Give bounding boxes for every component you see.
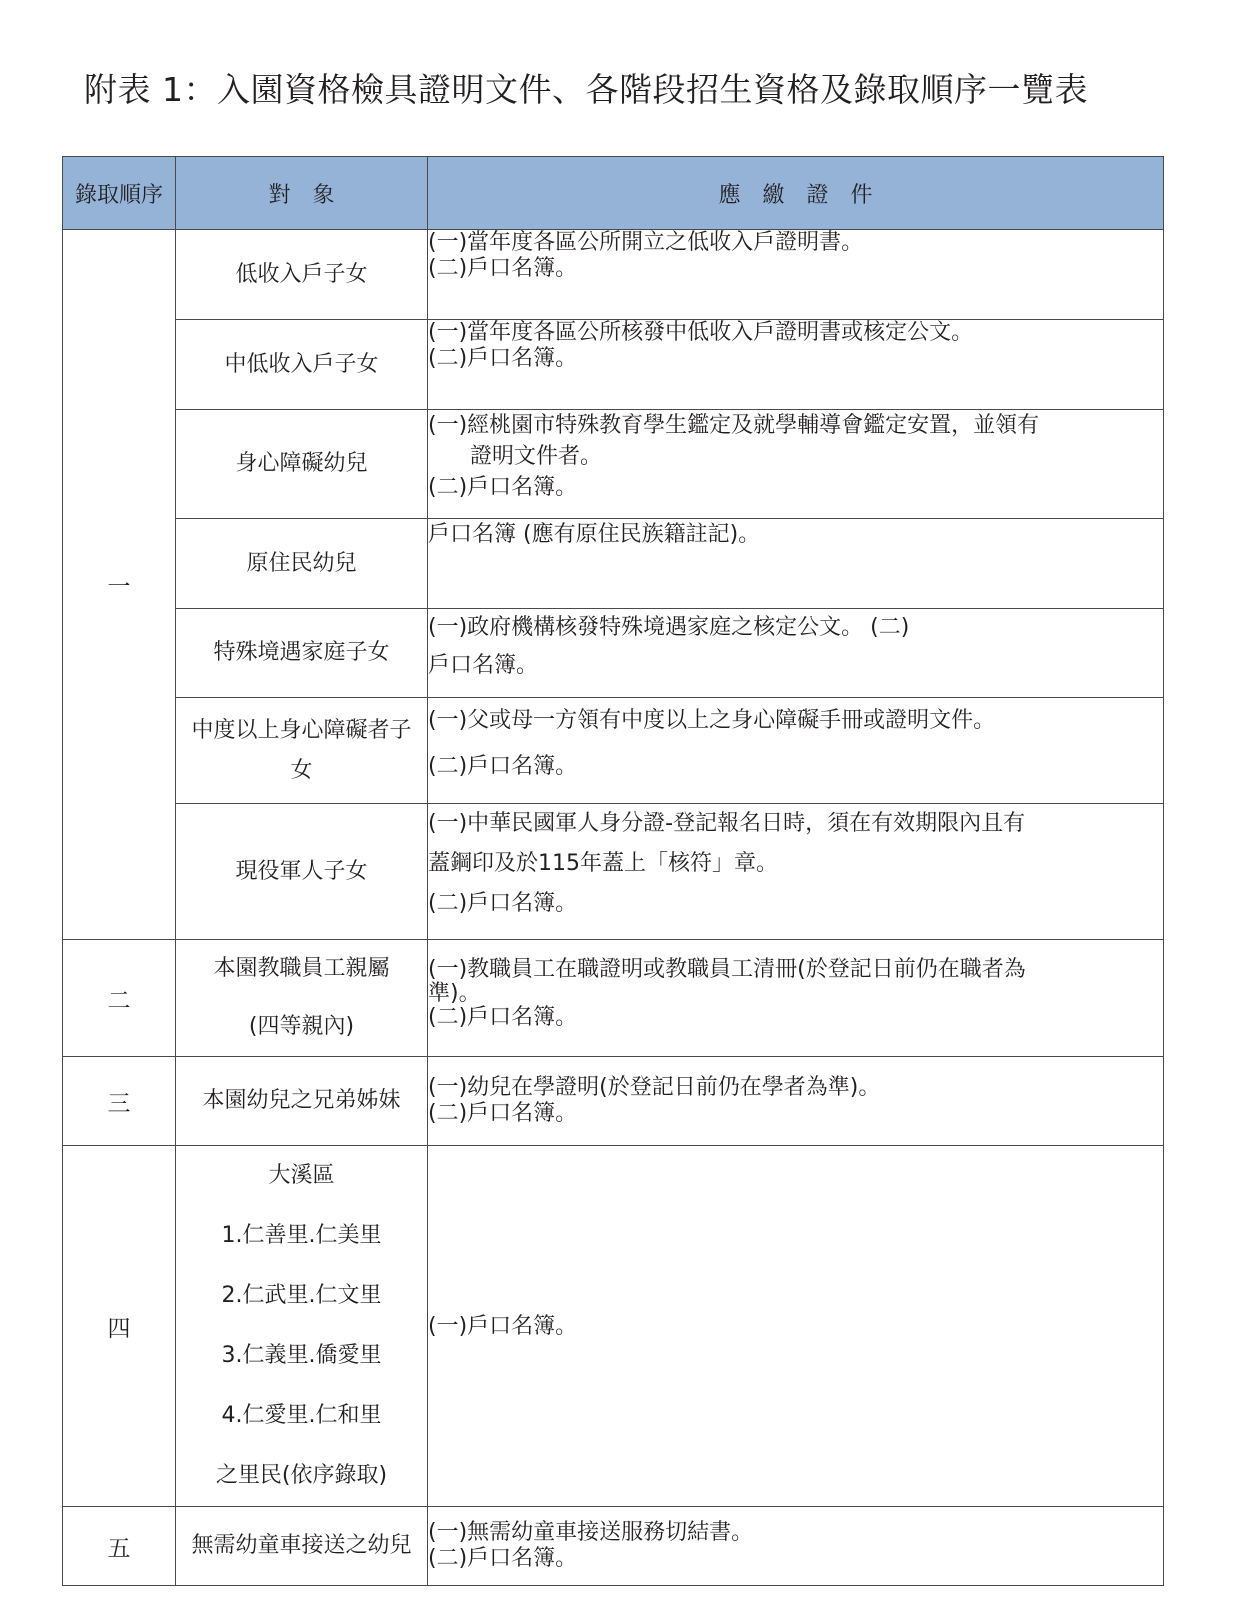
target-line: 之里民(依序錄取) <box>215 1463 388 1488</box>
table-row <box>63 1507 1164 1586</box>
page-title: 附表 1：入園資格檢具證明文件、各階段招生資格及錄取順序一覽表 <box>84 70 1088 109</box>
doc-line: 戶口名簿。 <box>428 653 539 678</box>
header-order: 錄取順序 <box>63 157 176 230</box>
docs-cell <box>428 804 1164 940</box>
table-row <box>63 519 1164 609</box>
target-line: (四等親內) <box>248 1014 355 1039</box>
doc-line: (二)戶口名簿。 <box>428 256 578 281</box>
admission-table <box>62 156 1164 1586</box>
doc-line: (一)當年度各區公所開立之低收入戶證明書。 <box>428 230 864 255</box>
doc-line: (一)教職員工在職證明或教職員工清冊(於登記日前仍在職者為 <box>428 957 1026 982</box>
doc-line: (一)父或母一方領有中度以上之身心障礙手冊或證明文件。 <box>428 708 996 733</box>
table-header-row <box>63 157 1164 230</box>
docs-cell <box>428 698 1164 804</box>
doc-line: (一)戶口名簿。 <box>428 1313 578 1339</box>
target-cell: 現役軍人子女 <box>176 804 428 940</box>
doc-line: (二)戶口名簿。 <box>428 475 578 500</box>
docs-cell <box>428 940 1164 1057</box>
docs-cell <box>428 1507 1164 1586</box>
doc-line: 戶口名簿 (應有原住民族籍註記)。 <box>428 522 761 547</box>
target-cell: 低收入戶子女 <box>176 230 428 320</box>
docs-cell <box>428 609 1164 698</box>
docs-cell <box>428 519 1164 609</box>
target-line: 本園教職員工親屬 <box>213 956 390 981</box>
docs-cell <box>428 410 1164 519</box>
doc-line: (二)戶口名簿。 <box>428 1546 578 1571</box>
target-cell: 中低收入戶子女 <box>176 320 428 410</box>
target-line: 大溪區 <box>268 1163 335 1188</box>
target-cell: 本園幼兒之兄弟姊妹 <box>176 1057 428 1146</box>
doc-line: (二)戶口名簿。 <box>428 891 578 916</box>
doc-line: (一)政府機構核發特殊境遇家庭之核定公文。 (二) <box>428 615 910 640</box>
doc-line: (一)當年度各區公所核發中低收入戶證明書或核定公文。 <box>428 320 974 345</box>
table-row <box>63 1057 1164 1146</box>
target-cell: 身心障礙幼兒 <box>176 410 428 519</box>
order-cell: 三 <box>63 1057 176 1146</box>
table-row <box>63 940 1164 1057</box>
header-docs: 應 繳 證 件 <box>428 157 1164 230</box>
target-cell <box>176 698 428 804</box>
docs-cell <box>428 1057 1164 1146</box>
doc-line: (一)中華民國軍人身分證-登記報名日時，須在有效期限內且有 <box>428 811 1026 836</box>
table-row <box>63 230 1164 320</box>
target-line: 3.仁義里.僑愛里 <box>221 1343 382 1368</box>
table-row <box>63 1146 1164 1507</box>
doc-line: (二)戶口名簿。 <box>428 1101 578 1126</box>
doc-line: (二)戶口名簿。 <box>428 1005 578 1030</box>
order-cell: 五 <box>63 1507 176 1586</box>
docs-cell <box>428 1146 1164 1507</box>
doc-line: (一)經桃園市特殊教育學生鑑定及就學輔導會鑑定安置，並領有 <box>428 413 1040 438</box>
target-cell <box>176 1146 428 1507</box>
docs-cell <box>428 230 1164 320</box>
table-row <box>63 804 1164 940</box>
target-line: 4.仁愛里.仁和里 <box>221 1403 382 1428</box>
table-row <box>63 698 1164 804</box>
target-line: 2.仁武里.仁文里 <box>221 1283 382 1308</box>
target-cell: 特殊境遇家庭子女 <box>176 609 428 698</box>
doc-line: (二)戶口名簿。 <box>428 754 578 779</box>
target-cell: 原住民幼兒 <box>176 519 428 609</box>
header-target: 對 象 <box>176 157 428 230</box>
doc-line: 蓋鋼印及於115年蓋上「核符」章。 <box>428 851 778 876</box>
order-cell: 二 <box>63 940 176 1057</box>
target-cell <box>176 940 428 1057</box>
target-line: 1.仁善里.仁美里 <box>221 1223 382 1248</box>
docs-cell <box>428 320 1164 410</box>
doc-line: (二)戶口名簿。 <box>428 346 578 371</box>
doc-line: 證明文件者。 <box>470 444 603 469</box>
order-cell: 一 <box>63 230 176 940</box>
target-cell: 無需幼童車接送之幼兒 <box>176 1507 428 1586</box>
target-line: 女 <box>290 757 313 783</box>
table-row <box>63 609 1164 698</box>
table-row <box>63 320 1164 410</box>
doc-line: (一)無需幼童車接送服務切結書。 <box>428 1520 754 1545</box>
doc-line: (一)幼兒在學證明(於登記日前仍在學者為準)。 <box>428 1075 881 1100</box>
doc-line: 準)。 <box>428 981 481 1006</box>
target-line: 中度以上身心障礙者子 <box>191 717 412 743</box>
order-cell: 四 <box>63 1146 176 1507</box>
table-row <box>63 410 1164 519</box>
